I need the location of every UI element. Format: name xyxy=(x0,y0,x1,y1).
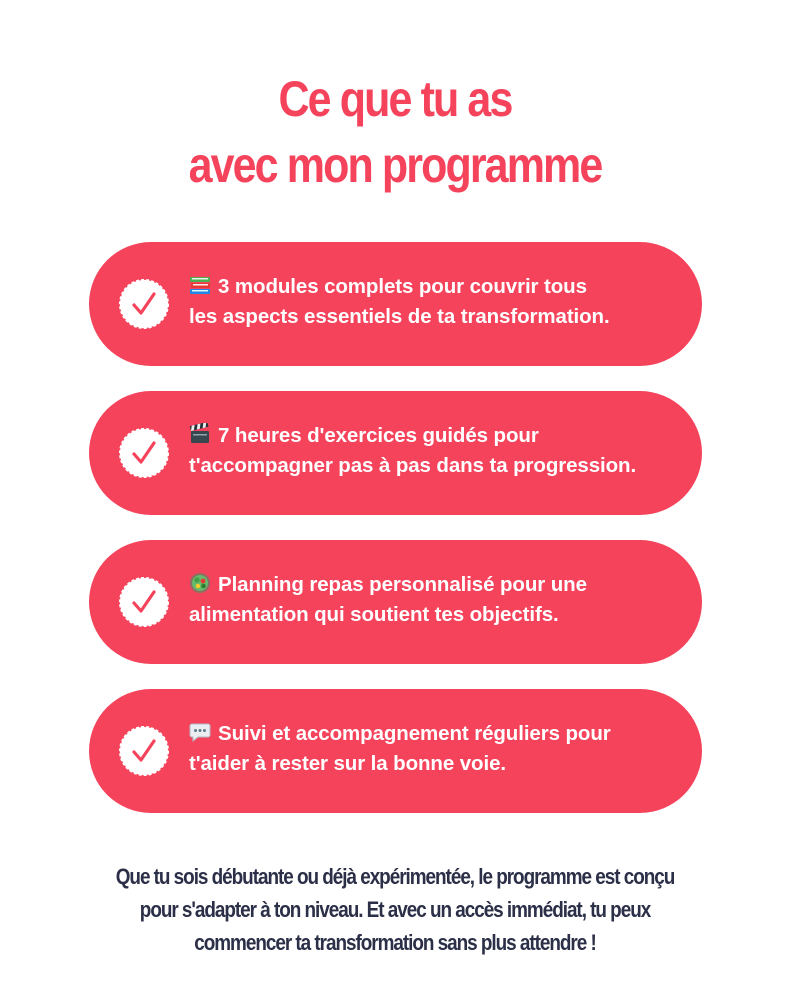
footer-line-2: pour s'adapter à ton niveau. Et avec un accès immédiat, tu peux xyxy=(139,897,651,922)
salad-icon xyxy=(189,572,211,594)
footer-line-1: Que tu sois débutante ou déjà expérimentée, le programme est conçu xyxy=(115,864,675,889)
feature-card-meal-plan xyxy=(89,540,702,664)
feature-text-line-2: t'accompagner pas à pas dans ta progression. xyxy=(189,454,637,477)
check-badge-icon xyxy=(119,726,169,776)
feature-text-line-1: 3 modules complets pour couvrir tous xyxy=(218,275,587,298)
feature-card-exercises xyxy=(89,391,702,515)
title-line-1: Ce que tu as xyxy=(278,71,512,127)
feature-text-line-1: Suivi et accompagnement réguliers pour xyxy=(218,722,611,745)
feature-text-line-1: Planning repas personnalisé pour une xyxy=(218,573,587,596)
feature-text-line-2: les aspects essentiels de ta transformation. xyxy=(189,305,610,328)
clapperboard-icon xyxy=(189,423,211,445)
feature-card-coaching xyxy=(89,689,702,813)
feature-text-line-2: alimentation qui soutient tes objectifs. xyxy=(189,603,559,626)
books-icon xyxy=(189,274,211,296)
check-badge-icon xyxy=(119,428,169,478)
check-badge-icon xyxy=(119,279,169,329)
speech-bubble-icon xyxy=(189,721,211,743)
page-title xyxy=(55,66,734,198)
check-badge-icon xyxy=(119,577,169,627)
title-line-2: avec mon programme xyxy=(188,137,602,193)
footer-paragraph xyxy=(55,860,734,959)
footer-line-3: commencer ta transformation sans plus attendre ! xyxy=(194,930,596,955)
feature-card-modules xyxy=(89,242,702,366)
feature-text-line-1: 7 heures d'exercices guidés pour xyxy=(218,424,539,447)
feature-text-line-2: t'aider à rester sur la bonne voie. xyxy=(189,752,506,775)
